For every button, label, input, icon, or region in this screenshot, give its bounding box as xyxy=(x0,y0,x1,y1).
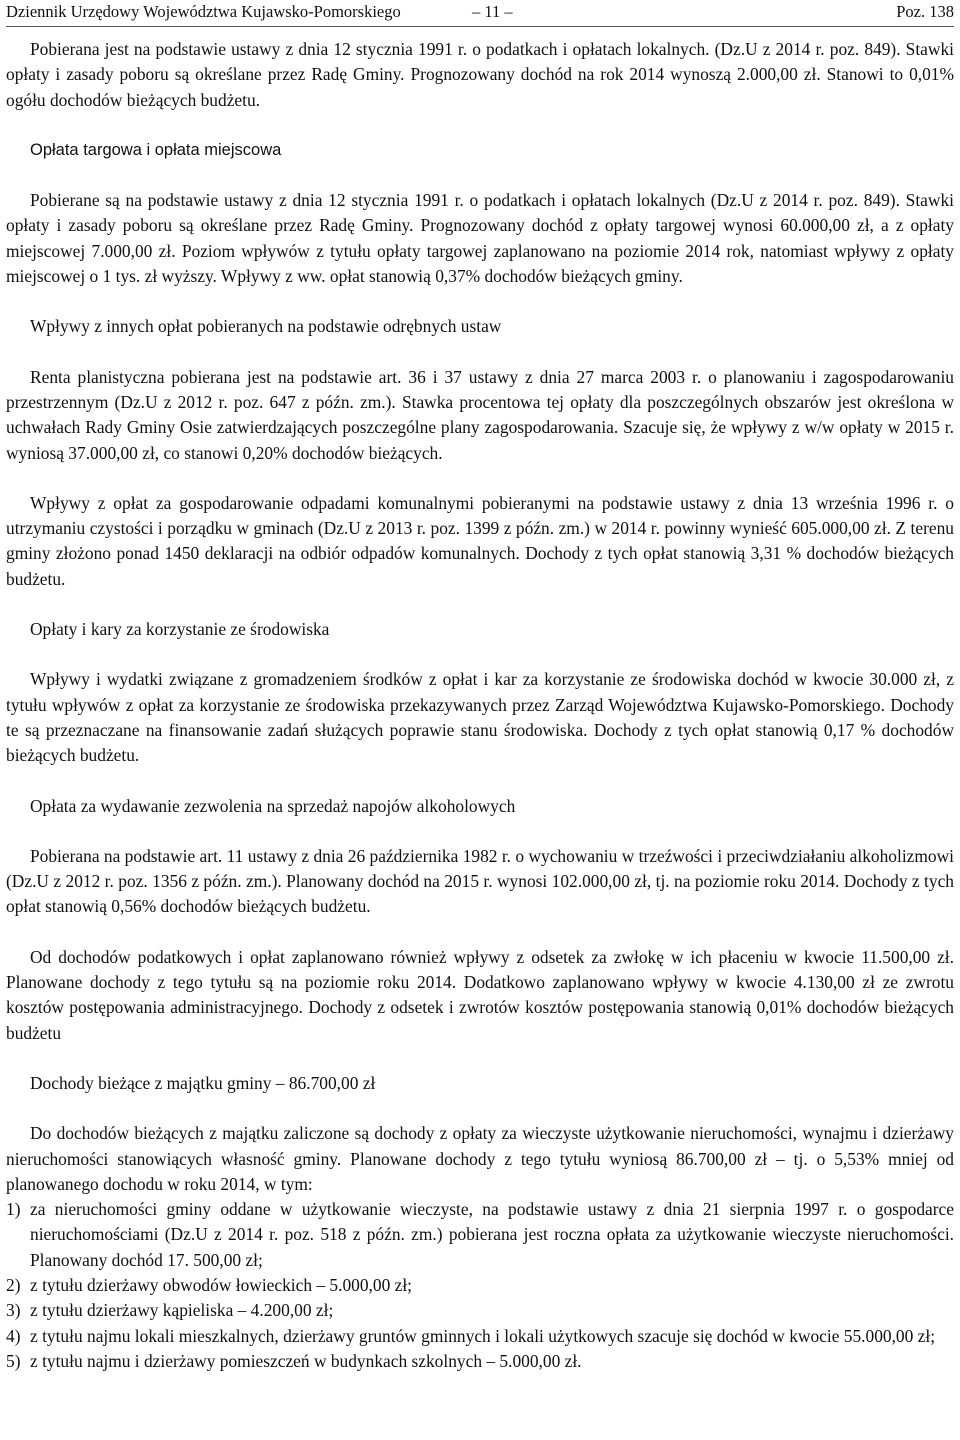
list-item xyxy=(6,1324,954,1349)
document-body xyxy=(6,37,954,1374)
list-item-number: 3) xyxy=(6,1300,21,1321)
list-item-text: z tytułu dzierżawy kąpieliska – 4.200,00 zł; xyxy=(30,1300,334,1321)
planning-rent-paragraph: Renta planistyczna pobierana jest na podstawie art. 36 i 37 ustawy z dnia 27 marca 2003 r. o planowaniu i zagospodarowaniu przestrzennym (Dz.U z 2012 r. poz. 647 z późn. zm.). Stawka procentowa tej opłaty dla poszczególnych obszarów jest określona w uchwałach Rady Gminy Osie zatwierdzających poszczególne plany zagospodarowania. Szacuje się, że wpływy z w/w opłaty w 2015 r. wyniosą 37.000,00 zł, co stanowi 0,20% dochodów bieżących. xyxy=(6,366,954,463)
property-income-list xyxy=(6,1197,954,1374)
interest-paragraph: Od dochodów podatkowych i opłat zaplanowano również wpływy z odsetek za zwłokę w ich płaceniu w kwocie 11.500,00 zł. Planowane dochody z tego tytułu są na poziomie roku 2014. Dodatkowo zaplanowano wpływy w kwocie 4.130,00 zł ze zwrotu kosztów postępowania administracyjnego. Dochody z odsetek i zwrotów kosztów postępowania stanowią 0,01% dochodów bieżących budżetu xyxy=(6,946,954,1043)
section-heading-environment: Opłaty i kary za korzystanie ze środowiska xyxy=(30,619,330,640)
alcohol-paragraph: Pobierana na podstawie art. 11 ustawy z dnia 26 października 1982 r. o wychowaniu w trzeźwości i przeciwdziałaniu alkoholizmowi (Dz.U z 2012 r. poz. 1356 z późn. zm.). Planowany dochód na 2015 r. wynosi 102.000,00 zł, tj. na poziomie roku 2014. Dochody z tych opłat stanowią 0,56% dochodów bieżących budżetu. xyxy=(6,845,954,917)
page-number: – 11 – xyxy=(472,2,513,21)
section-heading-property: Dochody bieżące z majątku gminy – 86.700,00 zł xyxy=(30,1072,376,1093)
list-item-text: z tytułu najmu i dzierżawy pomieszczeń w budynkach szkolnych – 5.000,00 zł. xyxy=(30,1350,582,1371)
list-item xyxy=(6,1197,954,1273)
page-header xyxy=(6,0,954,27)
waste-fee-paragraph: Wpływy z opłat za gospodarowanie odpadami komunalnymi pobieranymi na podstawie ustawy z dnia 13 września 1996 r. o utrzymaniu czystości i porządku w gminach (Dz.U z 2013 r. poz. 1399 z późn. zm.) w 2014 r. powinny wynieść 605.000,00 zł. Z terenu gminy złożono ponad 1450 deklaracji na odbiór odpadów komunalnych. Dochody z tych opłat stanowią 3,31 % dochodów bieżących budżetu. xyxy=(6,492,954,589)
list-item-text: z tytułu dzierżawy obwodów łowieckich – 5.000,00 zł; xyxy=(30,1274,413,1295)
list-item xyxy=(6,1273,954,1298)
list-item-number: 4) xyxy=(6,1325,21,1346)
property-paragraph: Do dochodów bieżących z majątku zaliczone są dochody z opłaty za wieczyste użytkowanie nieruchomości, wynajmu i dzierżawy nieruchomości stanowiących własność gminy. Planowane dochody z tego tytułu wyniosą 86.700,00 zł – tj. o 5,53% mniej od planowanego dochodu w roku 2014, w tym: xyxy=(6,1123,954,1194)
list-item xyxy=(6,1298,954,1323)
position-number: Poz. 138 xyxy=(896,2,954,21)
list-item xyxy=(6,1349,954,1374)
section-heading-market-fee: Opłata targowa i opłata miejscowa xyxy=(30,140,282,159)
list-item-number: 2) xyxy=(6,1274,21,1295)
list-item-text: z tytułu najmu lokali mieszkalnych, dzierżawy gruntów gminnych i lokali użytkowych szacuje się dochód w kwocie 55.000,00 zł; xyxy=(30,1325,936,1346)
list-item-number: 1) xyxy=(6,1199,21,1220)
section-heading-other-fees: Wpływy z innych opłat pobieranych na podstawie odrębnych ustaw xyxy=(30,316,502,337)
environment-paragraph: Wpływy i wydatki związane z gromadzeniem środków z opłat i kar za korzystanie ze środowiska dochód w kwocie 30.000 zł, z tytułu wpływów z opłat za korzystanie ze środowiska przekazywanych przez Zarząd Województwa Kujawsko-Pomorskiego. Dochody te są przeznaczane na finansowanie zadań służących poprawie stanu środowiska. Dochody z tych opłat stanowią 0,17 % dochodów bieżących budżetu. xyxy=(6,669,954,766)
section-heading-alcohol: Opłata za wydawanie zezwolenia na sprzedaż napojów alkoholowych xyxy=(30,795,516,816)
journal-title: Dziennik Urzędowy Województwa Kujawsko-Pomorskiego xyxy=(6,2,401,21)
market-fee-paragraph: Pobierane są na podstawie ustawy z dnia 12 stycznia 1991 r. o podatkach i opłatach lokalnych (Dz.U z 2014 r. poz. 849). Stawki opłaty i zasady poboru są określane przez Radę Gminy. Prognozowany dochód z opłaty targowej wynosi 60.000,00 zł, a z opłaty miejscowej 7.000,00 zł. Poziom wpływów z tytułu opłaty targowej zaplanowano na poziomie 2014 rok, natomiast wpływy z opłaty miejscowej o 1 tys. zł wyższy. Wpływy z ww. opłat stanowią 0,37% dochodów bieżących gminy. xyxy=(6,190,954,287)
list-item-number: 5) xyxy=(6,1350,21,1371)
intro-paragraph: Pobierana jest na podstawie ustawy z dnia 12 stycznia 1991 r. o podatkach i opłatach lokalnych. (Dz.U z 2014 r. poz. 849). Stawki opłaty i zasady poboru są określane przez Radę Gminy. Prognozowany dochód na rok 2014 wynoszą 2.000,00 zł. Stanowi to 0,01% ogółu dochodów bieżących budżetu. xyxy=(6,39,954,110)
list-item-text: za nieruchomości gminy oddane w użytkowanie wieczyste, na podstawie ustawy z dnia 21 sierpnia 1997 r. o gospodarce nieruchomościami (Dz.U z 2014 r. poz. 518 z późn. zm.) pobierana jest roczna opłata za użytkowanie wieczyste nieruchomości. Planowany dochód 17. 500,00 zł; xyxy=(30,1199,954,1270)
